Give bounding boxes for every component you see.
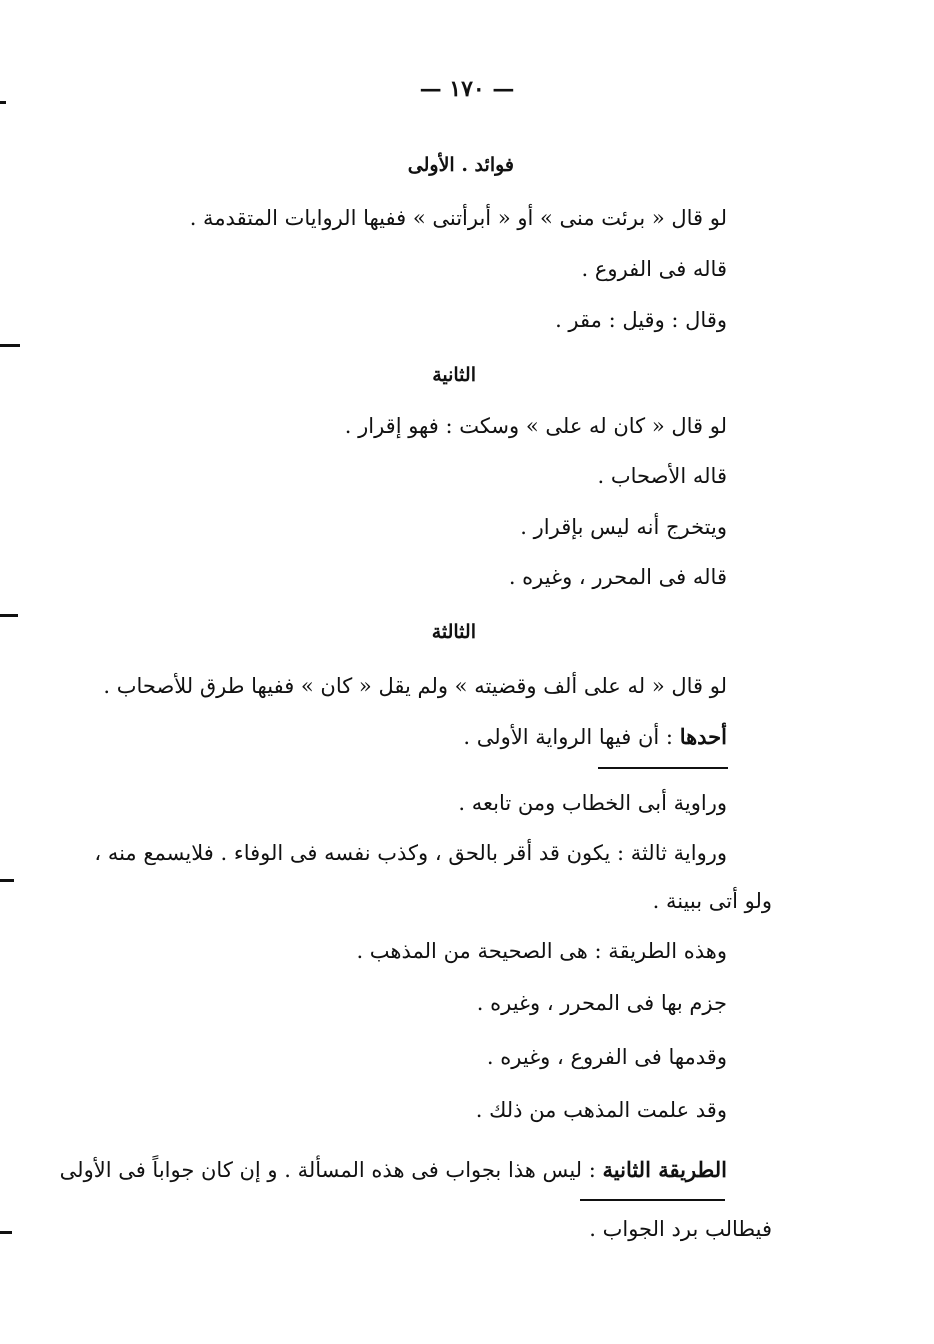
label-underline [580,1199,725,1201]
scan-edge-mark [0,614,18,617]
text-line: لو قال « برئت منى » أو « أبرأتنى » ففيها الروايات المتقدمة . [189,206,727,230]
text-line: وهذه الطريقة : هى الصحيحة من المذهب . [356,939,727,963]
text-line: قاله فى الفروع . [581,257,727,281]
text-line: فيطالب برد الجواب . [589,1217,772,1241]
text-line: ويتخرج أنه ليس بإقرار . [520,515,727,539]
second-method-line [60,1155,727,1185]
section-heading-first: فوائد . الأولى [407,154,514,176]
label-underline [598,767,728,769]
text-line: قاله فى المحرر ، وغيره . [508,565,727,589]
text-line: لو قال « له على ألف وقضيته » ولم يقل « كان » ففيها طرق للأصحاب . [103,674,727,698]
text-line: وقد علمت المذهب من ذلك . [475,1098,727,1122]
scan-edge-mark [0,879,14,882]
text-line: قاله الأصحاب . [597,464,727,488]
scan-edge-mark [0,1231,12,1234]
text-line: لو قال « كان له على » وسكت : فهو إقرار . [344,414,727,438]
first-method-label: أحدها [679,724,727,749]
first-method-line [463,722,727,752]
text-line: وقدمها فى الفروع ، وغيره . [486,1045,727,1069]
section-heading-second: الثانية [432,364,476,386]
scan-edge-mark [0,344,20,347]
text-line: جزم بها فى المحرر ، وغيره . [476,991,727,1015]
first-method-text: : أن فيها الرواية الأولى . [463,725,680,749]
text-line: وراوية أبى الخطاب ومن تابعه . [458,791,727,815]
text-line: وقال : وقيل : مقر . [555,308,727,332]
scan-edge-mark [0,101,6,104]
second-method-text: : ليس هذا بجواب فى هذه المسألة . و إن كان جواباً فى الأولى [59,1158,603,1182]
text-line: ولو أتى ببينة . [652,889,772,913]
page-number: — ١٧٠ — [419,76,515,102]
section-heading-third: الثالثة [431,621,476,643]
text-line: ورواية ثالثة : يكون قد أقر بالحق ، وكذب نفسه فى الوفاء . فلايسمع منه ، [94,841,727,865]
second-method-label: الطريقة الثانية [602,1157,727,1182]
